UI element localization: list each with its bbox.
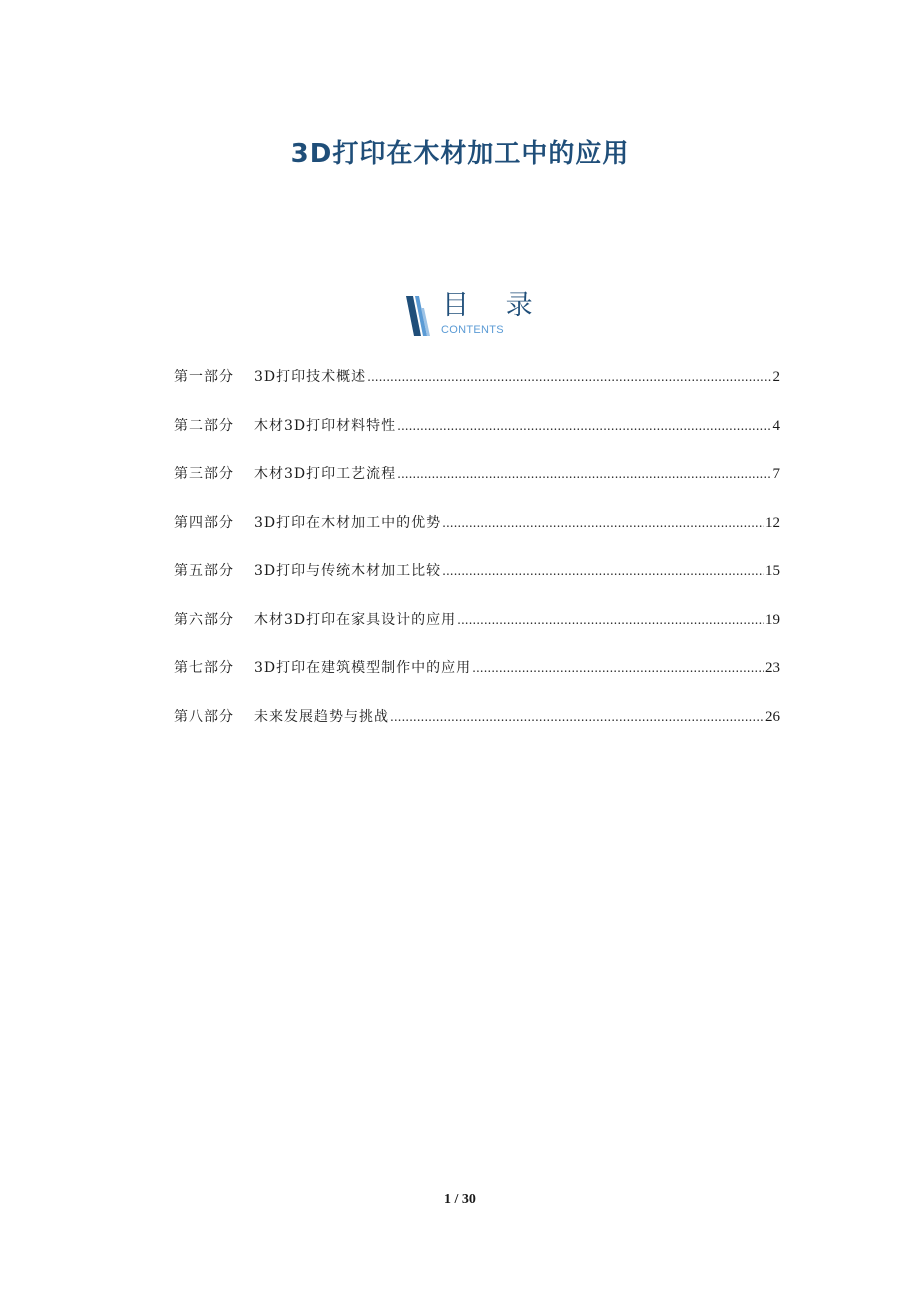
toc-entry-page: 2 [772,369,780,385]
toc-entry-part: 第一部分 [174,369,234,385]
toc-entry-title: 木材3D打印材料特性 [254,417,397,434]
toc-entry[interactable] [174,362,780,411]
toc-entry[interactable] [174,459,780,508]
toc-entry-page: 26 [765,708,780,725]
toc-entry-page: 15 [765,563,780,579]
toc-entry-title: 3D打印在建筑模型制作中的应用 [254,660,472,676]
toc-entry-part: 第三部分 [174,466,234,482]
toc-entry[interactable] [174,653,780,702]
toc-entry-title: 3D打印与传统木材加工比较 [254,563,442,579]
toc-entry-leader [397,411,771,441]
toc-subheading: CONTENTS [441,324,504,336]
toc-entry-part: 第七部分 [174,660,234,676]
toc-entry-leader [472,653,764,683]
toc-entry[interactable] [174,508,780,557]
toc-header [404,290,547,342]
table-of-contents [174,362,780,750]
toc-entry-leader [367,362,771,392]
toc-entry[interactable] [174,605,780,654]
toc-entry-leader [397,459,771,489]
toc-entry-part: 第五部分 [174,563,234,579]
toc-entry-leader [442,556,764,586]
toc-entry-page: 12 [765,514,780,531]
toc-entry[interactable] [174,556,780,605]
toc-entry-part: 第六部分 [174,611,234,628]
toc-entry-title: 3D打印技术概述 [254,369,367,385]
toc-entry-title: 木材3D打印在家具设计的应用 [254,611,457,628]
toc-entry-page: 23 [765,660,780,676]
toc-entry-title: 未来发展趋势与挑战 [254,708,389,725]
page-number-footer: 1 / 30 [444,1192,476,1207]
toc-entry[interactable] [174,411,780,460]
toc-entry-leader [390,702,764,732]
toc-entry-leader [457,605,764,635]
page-title: 3D打印在木材加工中的应用 [290,139,630,170]
slanted-bars-logo-icon [404,294,432,338]
toc-entry-part: 第八部分 [174,708,234,725]
toc-entry-page: 19 [765,611,780,628]
toc-entry[interactable] [174,702,780,751]
toc-entry-part: 第四部分 [174,514,234,531]
toc-entry-title: 木材3D打印工艺流程 [254,466,397,482]
toc-entry-page: 4 [772,417,780,434]
toc-heading: 目 录 [442,290,547,321]
toc-entry-title: 3D打印在木材加工中的优势 [254,514,442,531]
toc-entry-leader [442,508,764,538]
toc-entry-part: 第二部分 [174,417,234,434]
toc-entry-page: 7 [772,466,780,482]
